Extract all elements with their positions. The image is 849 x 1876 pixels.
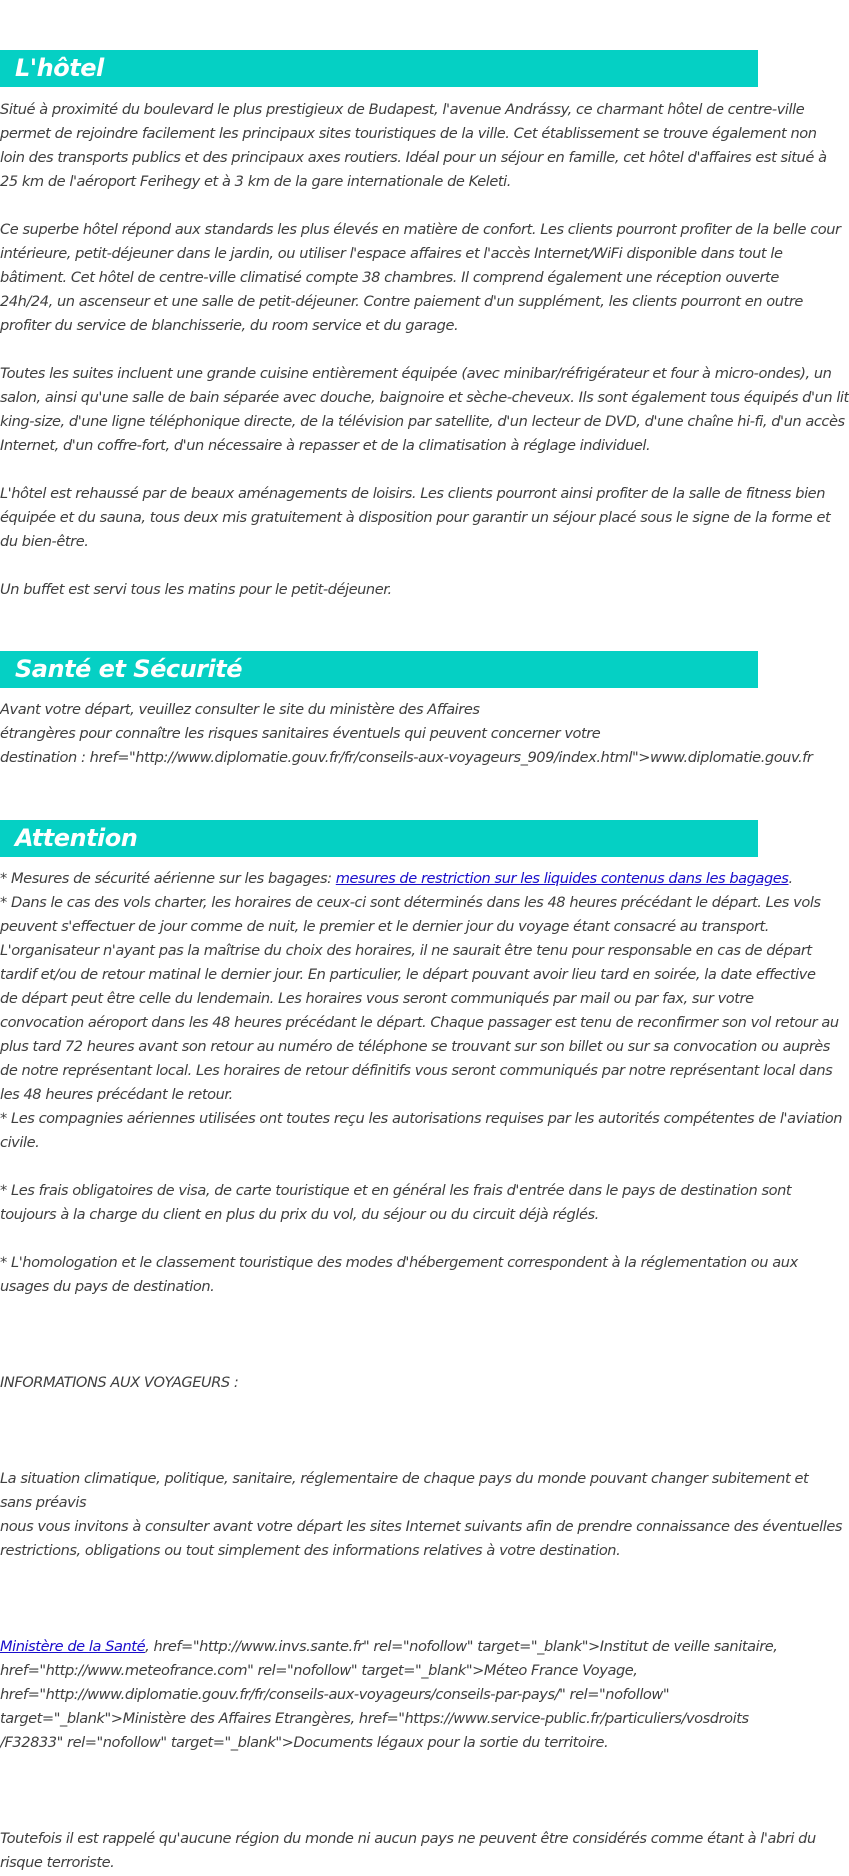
text-line: restrictions, obligations ou tout simplement des informations relatives à votre destination.	[0, 1542, 621, 1559]
health-heading: Santé et Sécurité	[0, 651, 758, 688]
text-line: Toutefois il est rappelé qu'aucune région du monde ni aucun pays ne peuvent être considérés comme étant à l'abri du	[0, 1830, 816, 1847]
hotel-paragraph-3	[0, 362, 849, 458]
text-line: civile.	[0, 1134, 40, 1151]
text-line: INFORMATIONS AUX VOYAGEURS :	[0, 1374, 239, 1391]
text-line: sans préavis	[0, 1494, 87, 1511]
text-line: * Les compagnies aériennes utilisées ont toutes reçu les autorisations requises par les autorités compétentes de l'aviation	[0, 1110, 843, 1127]
hotel-paragraph-5	[0, 578, 758, 602]
text-line: nous vous invitons à consulter avant votre départ les sites Internet suivants afin de prendre connaissance des éventuelles	[0, 1518, 842, 1535]
text-line: loin des transports publics et des principaux axes routiers. Idéal pour un séjour en famille, cet hôtel d'affaires est situé à	[0, 149, 827, 166]
text-line: L'organisateur n'ayant pas la maîtrise du choix des horaires, il ne saurait être tenu pour responsable en cas de départ	[0, 942, 812, 959]
text-line: 24h/24, un ascenseur et une salle de petit-déjeuner. Contre paiement d'un supplément, les clients pourront en outre	[0, 293, 803, 310]
text-line: de départ peut être celle du lendemain. Les horaires vous seront communiqués par mail ou par fax, sur votre	[0, 990, 754, 1007]
text-line: Situé à proximité du boulevard le plus prestigieux de Budapest, l'avenue Andrássy, ce charmant hôtel de centre-ville	[0, 101, 805, 118]
text-line: équipée et du sauna, tous deux mis gratuitement à disposition pour garantir un séjour placé sous le signe de la forme et	[0, 509, 831, 526]
text-line: * Les frais obligatoires de visa, de carte touristique et en général les frais d'entrée dans le pays de destination sont	[0, 1182, 792, 1199]
text-line: convocation aéroport dans les 48 heures précédant le départ. Chaque passager est tenu de reconfirmer son vol retour au	[0, 1014, 839, 1031]
text-line: king-size, d'une ligne téléphonique directe, de la télévision par satellite, d'un lecteur de DVD, d'une chaîne hi-fi, d'un accès	[0, 413, 845, 430]
ministere-sante-link[interactable]: Ministère de la Santé	[0, 1638, 146, 1655]
text-line: Toutes les suites incluent une grande cuisine entièrement équipée (avec minibar/réfrigérateur et four à micro-ondes), un	[0, 365, 832, 382]
text-line: les 48 heures précédant le retour.	[0, 1086, 233, 1103]
text-line: /F32833" rel="nofollow" target="_blank">Documents légaux pour la sortie du territoire.	[0, 1734, 609, 1751]
text-line: destination : href="http://www.diplomatie.gouv.fr/fr/conseils-aux-voyageurs_909/index.html">www.diplomatie.gouv.fr	[0, 749, 813, 766]
links-rest: , href="http://www.invs.sante.fr" rel="nofollow" target="_blank">Institut de veille sanitaire,	[145, 1638, 778, 1655]
text-line: href="http://www.diplomatie.gouv.fr/fr/conseils-aux-voyageurs/conseils-par-pays/" rel="nofollow"	[0, 1686, 670, 1703]
text-line	[0, 867, 793, 891]
climat-paragraph	[0, 1467, 842, 1563]
bagages-restriction-link[interactable]: mesures de restriction sur les liquides contenus dans les bagages	[335, 870, 789, 887]
text-line	[0, 1635, 778, 1659]
text-line: * L'homologation et le classement touristique des modes d'hébergement correspondent à la réglementation ou aux	[0, 1254, 798, 1271]
text-line: intérieure, petit-déjeuner dans le jardin, ou utiliser l'espace affaires et l'accès Internet/WiFi disponible dans tout le	[0, 245, 783, 262]
text-line: href="http://www.meteofrance.com" rel="nofollow" target="_blank">Méteo France Voyage,	[0, 1662, 638, 1679]
text-line: target="_blank">Ministère des Affaires Etrangères, href="https://www.service-public.fr/particuliers/vosdroits	[0, 1710, 749, 1727]
text-line: Internet, d'un coffre-fort, d'un nécessaire à repasser et de la climatisation à réglage individuel.	[0, 437, 651, 454]
text-line: toujours à la charge du client en plus du prix du vol, du séjour ou du circuit déjà réglés.	[0, 1206, 599, 1223]
text-line: usages du pays de destination.	[0, 1278, 215, 1295]
text-line: 25 km de l'aéroport Ferihegy et à 3 km de la gare internationale de Keleti.	[0, 173, 511, 190]
text-line: salon, ainsi qu'une salle de bain séparée avec douche, baignoire et sèche-cheveux. Ils sont également tous équipés d'un lit	[0, 389, 849, 406]
text-line: bâtiment. Cet hôtel de centre-ville climatisé compte 38 chambres. Il comprend également une réception ouverte	[0, 269, 779, 286]
text-line: permet de rejoindre facilement les principaux sites touristiques de la ville. Cet établissement se trouve également non	[0, 125, 817, 142]
frais-paragraph	[0, 1179, 792, 1227]
links-paragraph	[0, 1635, 778, 1755]
bagages-prefix: * Mesures de sécurité aérienne sur les bagages:	[0, 870, 336, 887]
text-line: tardif et/ou de retour matinal le dernier jour. En particulier, le départ pouvant avoir lieu tard en soirée, la date effective	[0, 966, 816, 983]
text-line: La situation climatique, politique, sanitaire, réglementaire de chaque pays du monde pouvant changer subitement et	[0, 1470, 809, 1487]
compagnies-paragraph	[0, 1107, 843, 1155]
text-line: * Dans le cas des vols charter, les horaires de ceux-ci sont déterminés dans les 48 heures précédant le départ. Les vols	[0, 894, 821, 911]
health-paragraph	[0, 698, 813, 770]
bagages-suffix: .	[788, 870, 793, 887]
text-line: Avant votre départ, veuillez consulter le site du ministère des Affaires	[0, 701, 480, 718]
charter-paragraph	[0, 891, 839, 1107]
hotel-heading: L'hôtel	[0, 50, 758, 87]
text-line: de notre représentant local. Les horaires de retour définitifs vous seront communiqués par notre représentant local dans	[0, 1062, 833, 1079]
text-line: plus tard 72 heures avant son retour au numéro de téléphone se trouvant sur son billet ou sur sa convocation ou auprès	[0, 1038, 830, 1055]
hotel-paragraph-4	[0, 482, 831, 554]
attention-heading: Attention	[0, 820, 758, 857]
homologation-paragraph	[0, 1251, 798, 1299]
info-title	[0, 1371, 758, 1395]
text-line: L'hôtel est rehaussé par de beaux aménagements de loisirs. Les clients pourront ainsi profiter de la salle de fitness bien	[0, 485, 826, 502]
text-line: étrangères pour connaître les risques sanitaires éventuels qui peuvent concerner votre	[0, 725, 601, 742]
text-line: risque terroriste.	[0, 1854, 115, 1871]
hotel-paragraph-1	[0, 98, 827, 194]
hotel-paragraph-2	[0, 218, 841, 338]
terror-paragraph	[0, 1827, 816, 1875]
text-line: du bien-être.	[0, 533, 89, 550]
text-line: Ce superbe hôtel répond aux standards les plus élevés en matière de confort. Les clients pourront profiter de la belle cour	[0, 221, 841, 238]
text-line: profiter du service de blanchisserie, du room service et du garage.	[0, 317, 459, 334]
text-line: Un buffet est servi tous les matins pour le petit-déjeuner.	[0, 581, 392, 598]
text-line: peuvent s'effectuer de jour comme de nuit, le premier et le dernier jour du voyage étant consacré au transport.	[0, 918, 769, 935]
bagages-line	[0, 867, 793, 891]
